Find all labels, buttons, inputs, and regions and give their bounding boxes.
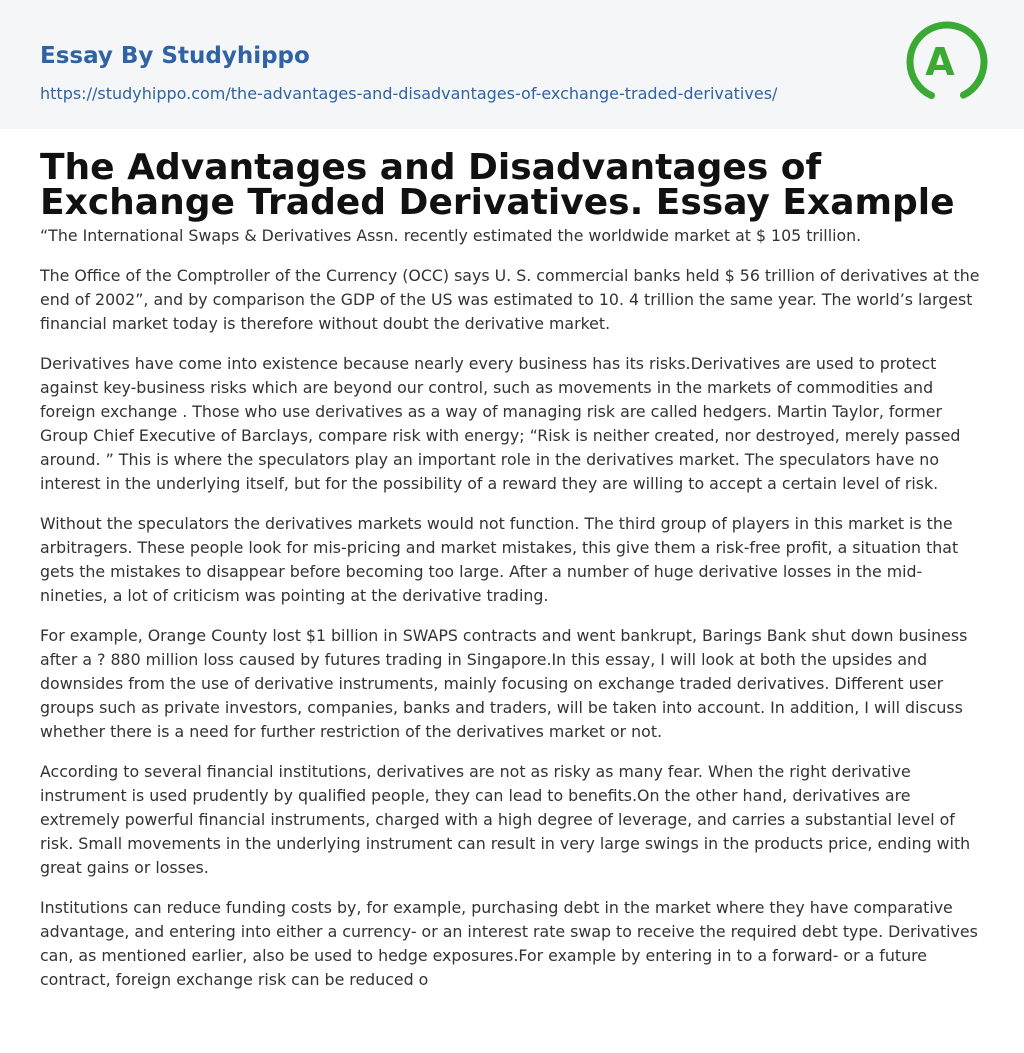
article-paragraph: The Office of the Comptroller of the Currency (OCC) says U. S. commercial banks held $ 56 trillion of derivatives at the end of 2002”, and by comparison the GDP of the US was estimated to 10. 4 trillion the same year. The world’s largest financial market today is therefore without doubt the derivative market. xyxy=(40,266,980,333)
article-paragraph: According to several financial institutions, derivatives are not as risky as many fear. When the right derivative instrument is used prudently by qualified people, they can lead to benefits.On the other hand, derivatives are extremely powerful financial instruments, charged with a high degree of leverage, and carries a substantial level of risk. Small movements in the underlying instrument can result in very large swings in the products price, ending with great gains or losses. xyxy=(40,762,971,877)
article-title: The Advantages and Disadvantages of Exchange Traded Derivatives. Essay Example xyxy=(40,147,955,223)
article-url-link[interactable]: https://studyhippo.com/the-advantages-and-disadvantages-of-exchange-traded-derivatives/ xyxy=(40,84,778,103)
brand-title[interactable]: Essay By Studyhippo xyxy=(40,43,310,69)
article-content xyxy=(0,147,1024,992)
site-header xyxy=(0,0,1024,129)
article-paragraph: For example, Orange County lost $1 billion in SWAPS contracts and went bankrupt, Barings Bank shut down business after a ? 880 million loss caused by futures trading in Singapore.In this essay, I will look at both the upsides and downsides from the use of derivative instruments, mainly focusing on exchange traded derivatives. Different user groups such as private investors, companies, banks and traders, will be taken into account. In addition, I will discuss whether there is a need for further restriction of the derivatives market or not. xyxy=(40,626,968,741)
article-paragraph: Institutions can reduce funding costs by, for example, purchasing debt in the market where they have comparative advantage, and entering into either a currency- or an interest rate swap to receive the required debt type. Derivatives can, as mentioned earlier, also be used to hedge exposures.For example by entering in to a forward- or a future contract, foreign exchange risk can be reduced o xyxy=(40,898,978,989)
article-paragraph: Without the speculators the derivatives markets would not function. The third group of players in this market is the arbitragers. These people look for mis-pricing and market mistakes, this give them a risk-free profit, a situation that gets the mistakes to disappear before becoming too large. After a number of huge derivative losses in the mid-nineties, a lot of criticism was pointing at the derivative trading. xyxy=(40,514,959,605)
article-paragraph: Derivatives have come into existence because nearly every business has its risks.Derivatives are used to protect against key-business risks which are beyond our control, such as movements in the markets of commodities and foreign exchange . Those who use derivatives as a way of managing risk are called hedgers. Martin Taylor, former Group Chief Executive of Barclays, compare risk with energy; “Risk is neither created, nor destroyed, merely passed around. ” This is where the speculators play an important role in the derivatives market. The speculators have no interest in the underlying itself, but for the possibility of a reward they are willing to accept a certain level of risk. xyxy=(40,354,961,493)
studyhippo-logo-icon[interactable] xyxy=(906,18,988,106)
article-paragraph: “The International Swaps & Derivatives Assn. recently estimated the worldwide market at $ 105 trillion. xyxy=(40,226,862,245)
logo-letter: A xyxy=(925,40,955,84)
